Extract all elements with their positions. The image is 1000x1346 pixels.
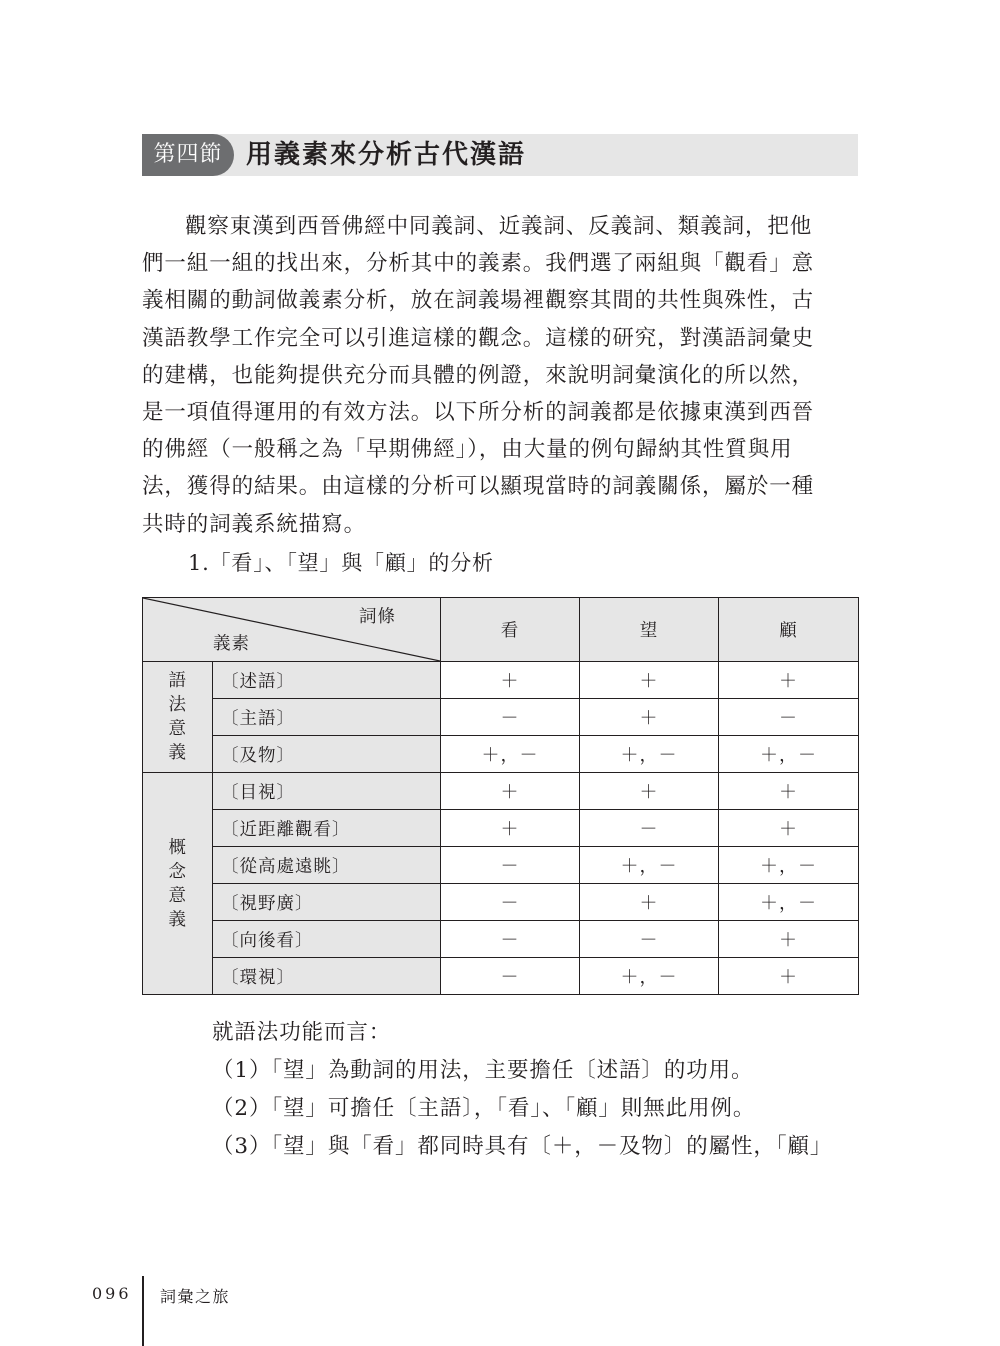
column-header: 看 (441, 598, 580, 662)
corner-label-entry: 詞條 (359, 607, 396, 627)
paragraph-line: 的建構，也能夠提供充分而具體的例證，來說明詞彙演化的所以然， (142, 362, 815, 388)
value-cell: ＋ (441, 773, 580, 810)
value-cell: ＋ (580, 884, 719, 921)
value-cell: ＋ (719, 958, 859, 995)
value-cell: ＋，－ (719, 847, 859, 884)
paragraph-line: 共時的詞義系統描寫。 (142, 511, 367, 537)
paragraph-line: 漢語教學工作完全可以引進這樣的觀念。這樣的研究，對漢語詞彙史 (142, 325, 815, 351)
note-item: （2）「望」可擔任〔主語〕，「看」、「顧」則無此用例。 (212, 1096, 756, 1121)
table-row (143, 958, 859, 995)
page-number: 096 (92, 1284, 132, 1303)
value-cell: ＋，－ (719, 736, 859, 773)
column-header: 望 (580, 598, 719, 662)
table-corner-cell (143, 598, 441, 662)
value-cell: ＋ (441, 662, 580, 699)
value-cell: ＋ (580, 773, 719, 810)
paragraph-line: 是一項值得運用的有效方法。以下所分析的詞義都是依據東漢到西晉 (142, 400, 815, 426)
value-cell: ＋，－ (580, 736, 719, 773)
section-badge: 第四節 (142, 134, 234, 176)
note-item: （3）「望」與「看」都同時具有〔＋，－及物〕的屬性，「顧」 (212, 1134, 833, 1159)
book-title: 詞彙之旅 (160, 1287, 231, 1306)
table-row (143, 662, 859, 699)
semantic-feature-table (142, 597, 859, 995)
value-cell: ＋ (580, 662, 719, 699)
notes-intro: 就語法功能而言： (212, 1020, 392, 1045)
table-row (143, 921, 859, 958)
paragraph-line: 們一組一組的找出來，分析其中的義素。我們選了兩組與「觀看」意 (142, 251, 815, 277)
value-cell: ＋ (441, 810, 580, 847)
section-header (142, 134, 858, 176)
note-item: （1）「望」為動詞的用法，主要擔任〔述語〕的功用。 (212, 1058, 754, 1083)
value-cell: － (441, 958, 580, 995)
value-cell: ＋ (719, 773, 859, 810)
notes-section (212, 1014, 872, 1166)
value-cell: ＋，－ (580, 847, 719, 884)
table-row (143, 847, 859, 884)
group-label-text: 語法意義 (168, 671, 187, 763)
feature-label: 〔主語〕 (213, 699, 441, 736)
feature-label: 〔向後看〕 (213, 921, 441, 958)
value-cell: － (441, 884, 580, 921)
paragraph-line: 法，獲得的結果。由這樣的分析可以顯現當時的詞義關係，屬於一種 (142, 474, 815, 500)
value-cell: ＋ (719, 662, 859, 699)
feature-label: 〔從高處遠眺〕 (213, 847, 441, 884)
table-row (143, 810, 859, 847)
body-paragraph (142, 208, 858, 543)
table-row (143, 884, 859, 921)
value-cell: － (441, 921, 580, 958)
paragraph-line: 義相關的動詞做義素分析，放在詞義場裡觀察其間的共性與殊性，古 (142, 288, 815, 314)
value-cell: － (580, 921, 719, 958)
footer-divider (142, 1276, 144, 1346)
group-label-text: 概念意義 (168, 837, 187, 930)
table-row (143, 736, 859, 773)
group-label-conceptual (143, 773, 213, 995)
value-cell: ＋，－ (719, 884, 859, 921)
feature-label: 〔視野廣〕 (213, 884, 441, 921)
table-row (143, 773, 859, 810)
paragraph-line: 觀察東漢到西晉佛經中同義詞、近義詞、反義詞、類義詞，把他 (185, 214, 813, 239)
value-cell: － (441, 699, 580, 736)
table-row (143, 699, 859, 736)
feature-label: 〔及物〕 (213, 736, 441, 773)
section-title: 用義素來分析古代漢語 (246, 140, 527, 170)
value-cell: ＋ (580, 699, 719, 736)
feature-label: 〔目視〕 (213, 773, 441, 810)
value-cell: － (441, 847, 580, 884)
value-cell: － (580, 810, 719, 847)
corner-label-feature: 義素 (213, 634, 250, 654)
group-label-grammatical (143, 662, 213, 773)
feature-label: 〔環視〕 (213, 958, 441, 995)
paragraph-line: 的佛經（一般稱之為「早期佛經」），由大量的例句歸納其性質與用 (142, 437, 793, 463)
value-cell: － (719, 699, 859, 736)
table-subheading: 1.「看」、「望」與「顧」的分析 (188, 551, 494, 575)
value-cell: ＋ (719, 921, 859, 958)
feature-label: 〔近距離觀看〕 (213, 810, 441, 847)
column-header: 顧 (719, 598, 859, 662)
value-cell: ＋，－ (441, 736, 580, 773)
value-cell: ＋，－ (580, 958, 719, 995)
value-cell: ＋ (719, 810, 859, 847)
feature-label: 〔述語〕 (213, 662, 441, 699)
